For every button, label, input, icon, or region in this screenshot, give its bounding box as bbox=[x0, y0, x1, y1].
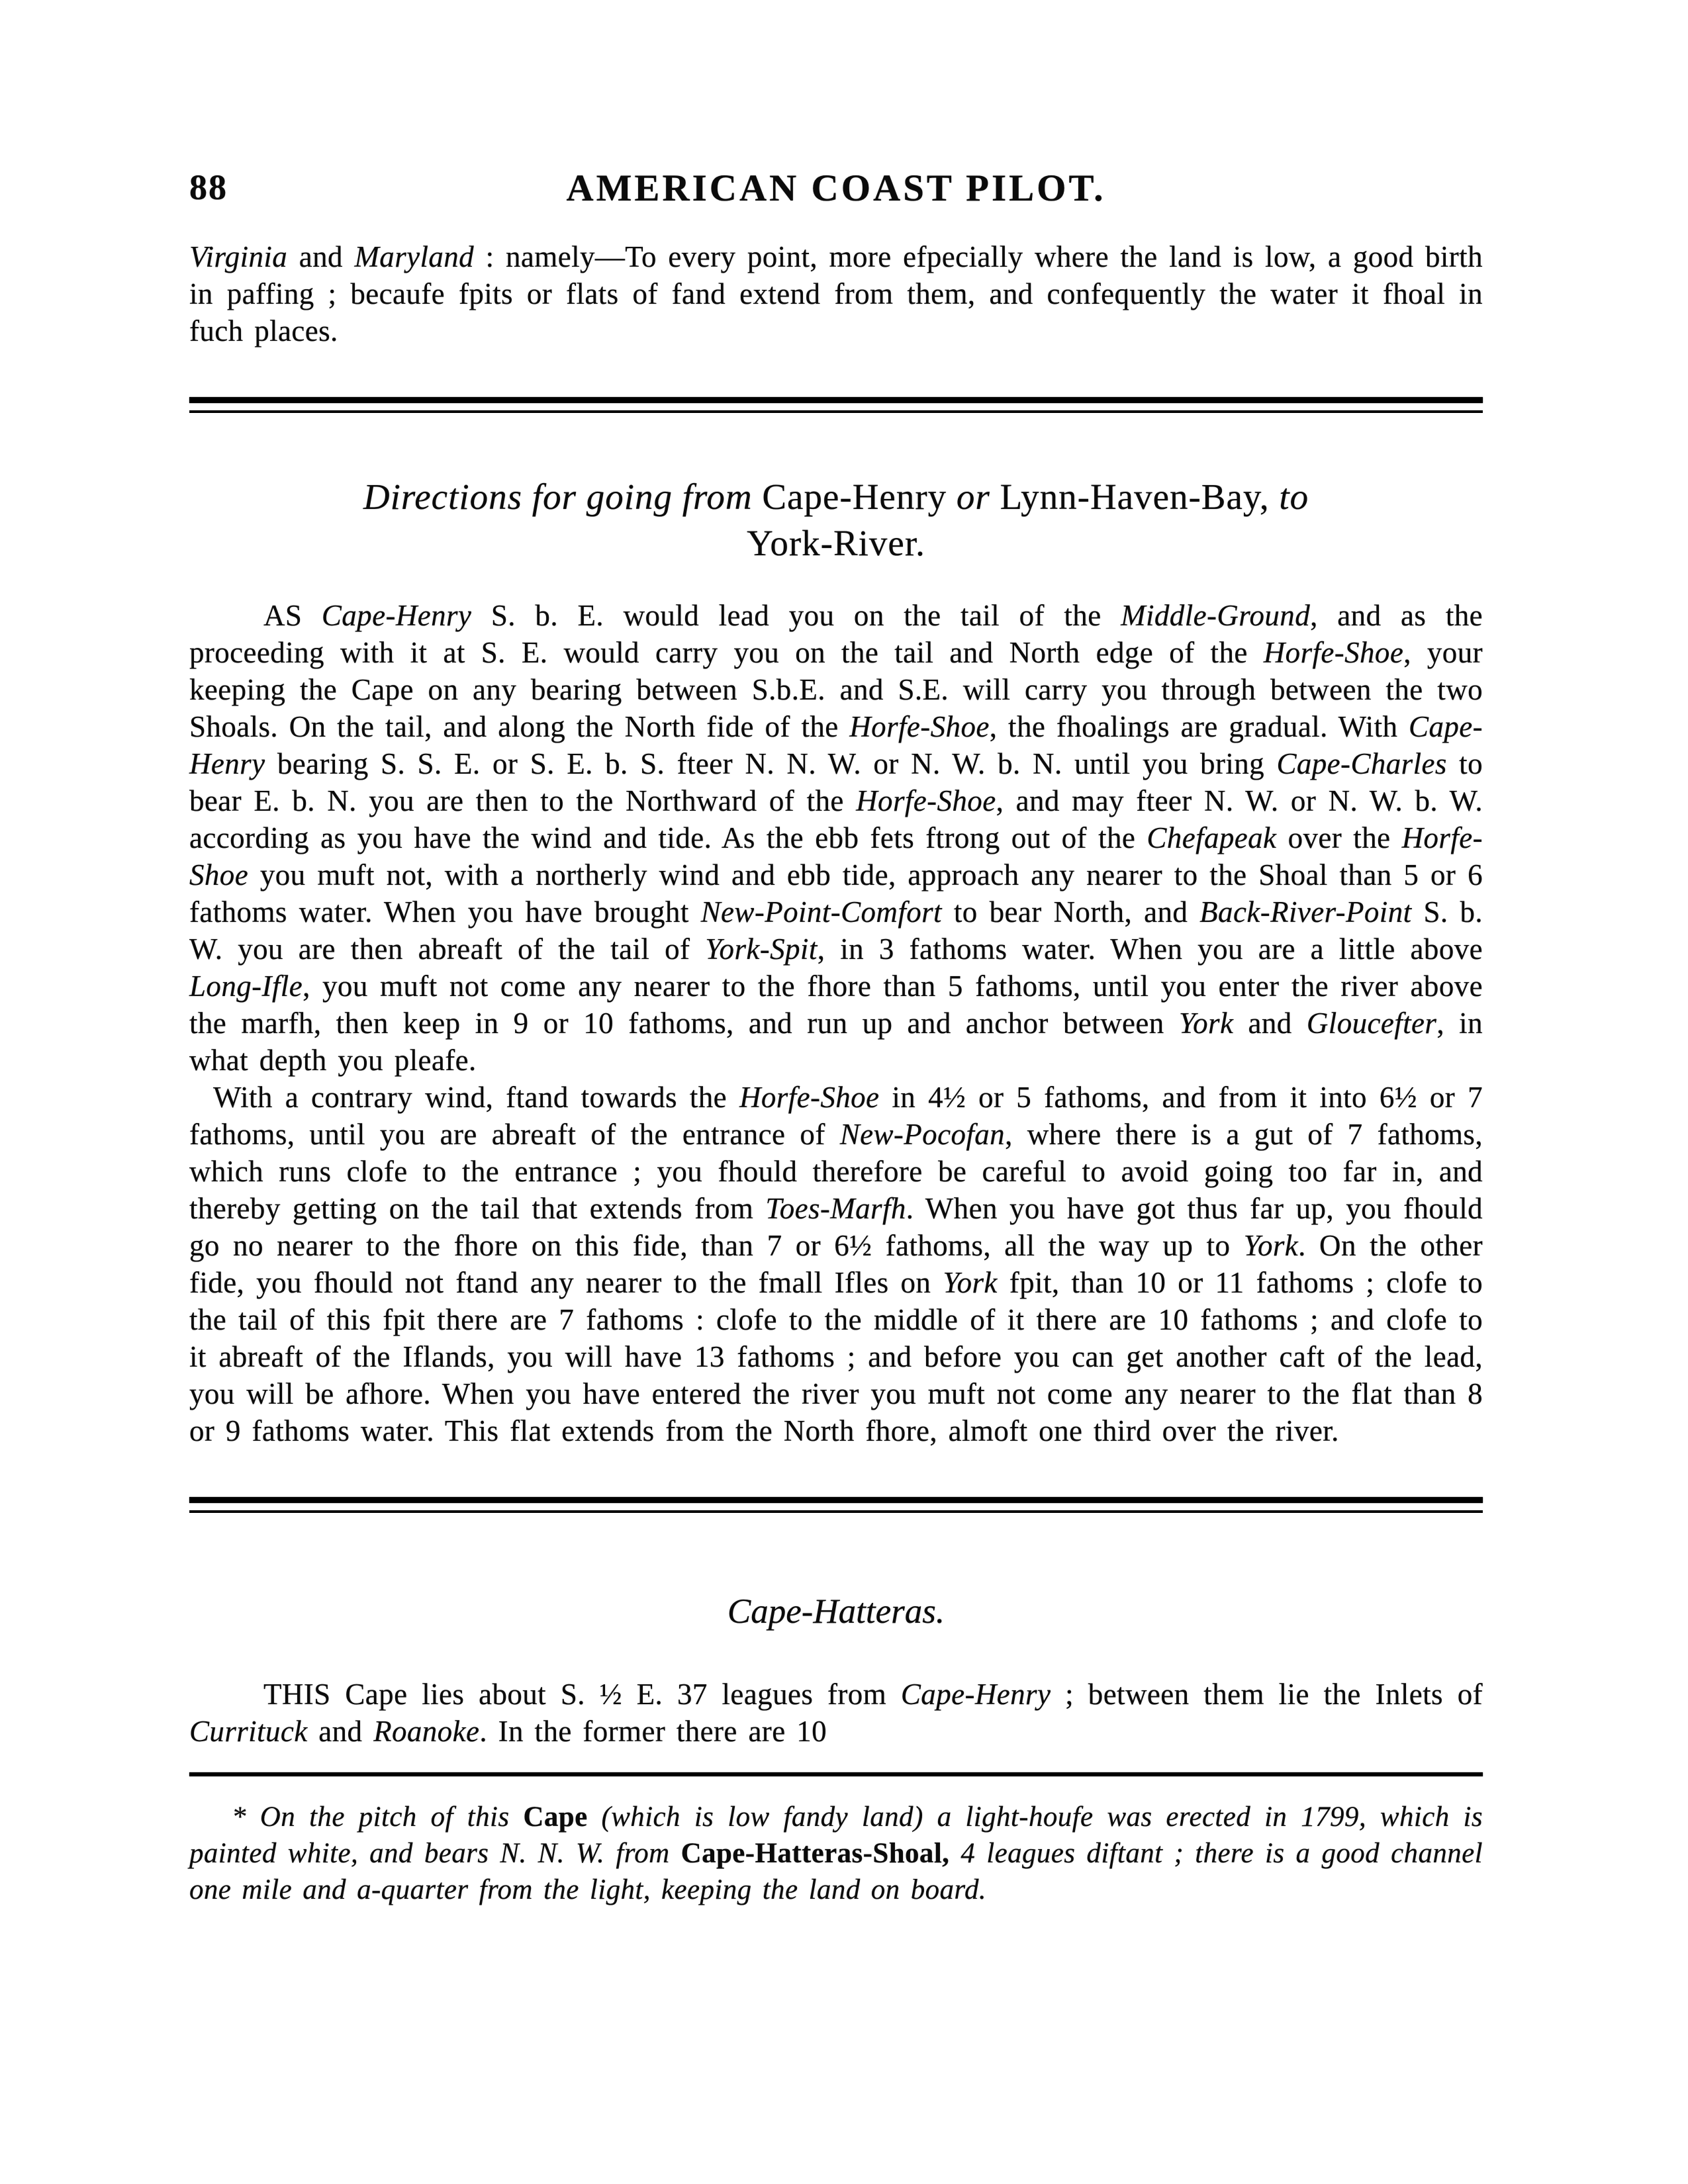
page-number: 88 bbox=[189, 167, 228, 207]
footnote-paragraph: * On the pitch of this Cape (which is low fandy land) a light-houfe was erected in 1799, which is painted white, and bears N. N. W. from Cape-Hatteras-Shoal, 4 leagues diftant ; there is a good channel one mile and a-quarter from the light, keeping the land on board. bbox=[189, 1801, 1483, 1905]
divider-line-thin bbox=[189, 410, 1483, 413]
section-divider-2 bbox=[189, 1497, 1483, 1513]
section-1-heading-line-2: York-River. bbox=[747, 523, 925, 563]
intro-paragraph: Virginia and Maryland : namely—To every point, more efpecially where the land is low, a good birth in paffing ; becaufe fpits or flats of fand extend from them, and confequently the water it fhoal in fuch places. bbox=[189, 240, 1483, 347]
divider-line-thin bbox=[189, 1510, 1483, 1513]
section-1-paragraph-2: With a contrary wind, ftand towards the Horfe-Shoe in 4½ or 5 fathoms, and from it into 6½ or 7 fathoms, until you are abreaft of the entrance of New-Pocofan, where there is a gut of 7 fathoms, which runs clofe to the entrance ; you fhould therefore be careful to avoid going too far in, and thereby getting on the tail that extends from Toes-Marfh. When you have got thus far up, you fhould go no nearer to the fhore on this fide, than 7 or 6½ fathoms, all the way up to York. On the other fide, you fhould not ftand any nearer to the fmall Ifles on York fpit, than 10 or 11 fathoms ; clofe to the tail of this fpit there are 7 fathoms : clofe to the middle of it there are 10 fathoms ; and clofe to it abreaft of the Iflands, you will have 13 fathoms ; and before you can get another caft of the lead, you will be afhore. When you have entered the river you muft not come any nearer to the flat than 8 or 9 fathoms water. This flat extends from the North fhore, almoft one third over the river. bbox=[189, 1081, 1483, 1447]
running-header bbox=[189, 167, 1483, 221]
section-1-heading-line-1: Directions for going from Cape-Henry or Lynn-Haven-Bay, to bbox=[363, 477, 1309, 517]
section-1-paragraph-1: AS Cape-Henry S. b. E. would lead you on the tail of the Middle-Ground, and as the proceeding with it at S. E. would carry you on the tail and North edge of the Horfe-Shoe, your keeping the Cape on any bearing between S.b.E. and S.E. will carry you through between the two Shoals. On the tail, and along the North fide of the Horfe-Shoe, the fhoalings are gradual. With Cape-Henry bearing S. S. E. or S. E. b. S. fteer N. N. W. or N. W. b. N. until you bring Cape-Charles to bear E. b. N. you are then to the Northward of the Horfe-Shoe, and may fteer N. W. or N. W. b. W. according as you have the wind and tide. As the ebb fets ftrong out of the Chefapeak over the Horfe-Shoe you muft not, with a northerly wind and ebb tide, approach any nearer to the Shoal than 5 or 6 fathoms water. When you have brought New-Point-Comfort to bear North, and Back-River-Point S. b. W. you are then abreaft of the tail of York-Spit, in 3 fathoms water. When you are a little above Long-Ifle, you muft not come any nearer to the fhore than 5 fathoms, until you enter the river above the marfh, then keep in 9 or 10 fathoms, and run up and anchor between York and Gloucefter, in what depth you pleafe. bbox=[189, 599, 1483, 1077]
section-1-heading bbox=[189, 474, 1483, 567]
section-2-heading: Cape-Hatteras. bbox=[727, 1592, 945, 1631]
running-title: AMERICAN COAST PILOT. bbox=[566, 167, 1106, 209]
divider-line-thick bbox=[189, 397, 1483, 403]
section-2-paragraph: THIS Cape lies about S. ½ E. 37 leagues from Cape-Henry ; between them lie the Inlets of Currituck and Roanoke. In the former there are 10 bbox=[189, 1678, 1483, 1748]
divider-line-thick bbox=[189, 1497, 1483, 1503]
section-divider-1 bbox=[189, 397, 1483, 413]
footnote-rule bbox=[189, 1772, 1483, 1776]
